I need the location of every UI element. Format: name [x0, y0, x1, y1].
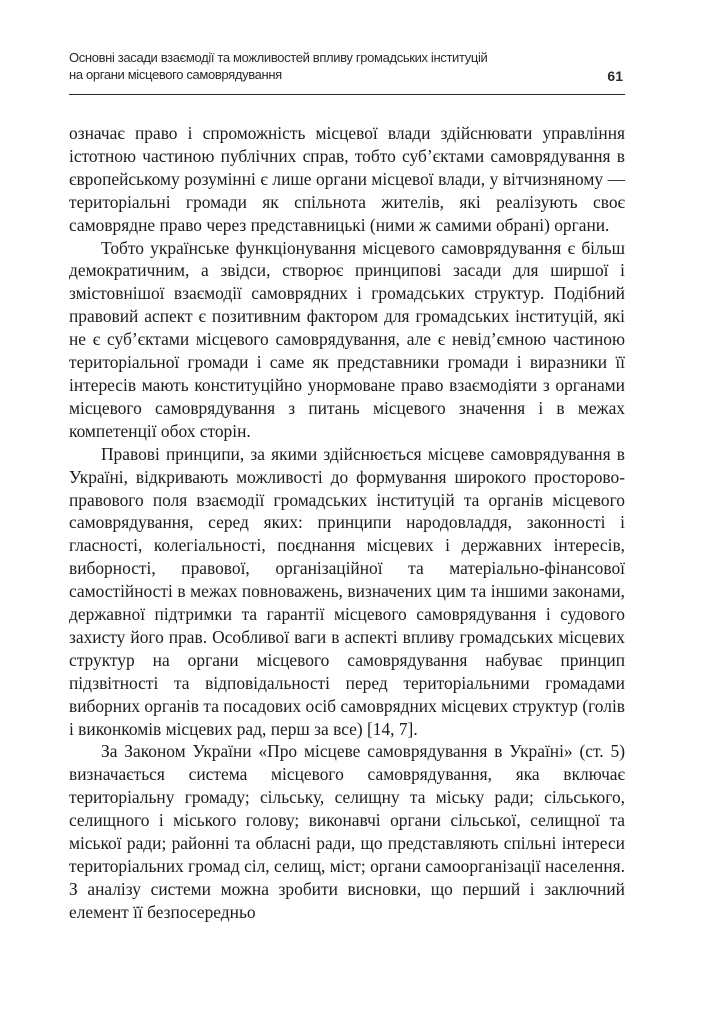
paragraph: Правові принципи, за якими здійснюється місцеве самоврядування в Україні, відкривають можливості до формування широкого просторово-правового поля взаємодії громадських інституцій та органів місцевого самоврядування, серед яких: принципи народовладдя, законності і гласності, колегіальності, поєднання місцевих і державних інтересів, виборності, правової, організаційної та матеріально-фінансової самостійності в межах повноважень, визначених цим та іншими законами, державної підтримки та гарантії місцевого самоврядування і судового захисту його прав. Особливої ваги в аспекті впливу громадських місцевих структур на органи місцевого самоврядування набуває принцип підзвітності та відповідальності перед територіальними громадами виборних органів та посадових осіб самоврядних місцевих структур (голів і виконкомів місцевих рад, перш за все) [14, 7]. — [69, 443, 625, 739]
header-title-line-2: на органи місцевого самоврядування — [69, 66, 282, 82]
body-text — [69, 122, 625, 924]
paragraph: означає право і спроможність місцевої влади здійснювати управління істотною частиною публічних справ, тобто суб’єктами самоврядування в європейському розумінні є лише органи місцевої влади, у вітчизняному — територіальні громади як спільнота жителів, які реалізують своє самоврядне право через представницькі (ними ж самими обрані) органи. — [69, 123, 625, 235]
paragraph: Тобто українське функціонування місцевого самоврядування є більш демократичним, а звідси, створює принципові засади для ширшої і змістовнішої взаємодії самоврядних і громадських структур. Подібний правовий аспект є позитивним фактором для громадських інституцій, які не є суб’єктами місцевого самоврядування, але є невід’ємною частиною територіальної громади і саме як представники громади і виразники її інтересів мають конституційно унормоване право взаємодіяти з органами місцевого самоврядування з питань місцевого значення і в межах компетенції обох сторін. — [69, 237, 625, 441]
page-number: 61 — [607, 68, 623, 84]
paragraph: За Законом України «Про місцеве самоврядування в Україні» (ст. 5) визначається система місцевого самоврядування, яка включає територіальну громаду; сільську, селищну та міську ради; сільського, селищного і міського голову; виконавчі органи сільської, селищної та міської ради; районні та обласні ради, що представляють спільні інтереси територіальних громад сіл, селищ, міст; органи самоорганізації населення. З аналізу системи можна зробити висновки, що перший і заключний елемент її безпосередньо — [69, 741, 625, 922]
header-title-line-1: Основні засади взаємодії та можливостей впливу громадських інституцій — [69, 50, 488, 65]
running-header — [69, 50, 625, 95]
header-title — [69, 50, 487, 83]
